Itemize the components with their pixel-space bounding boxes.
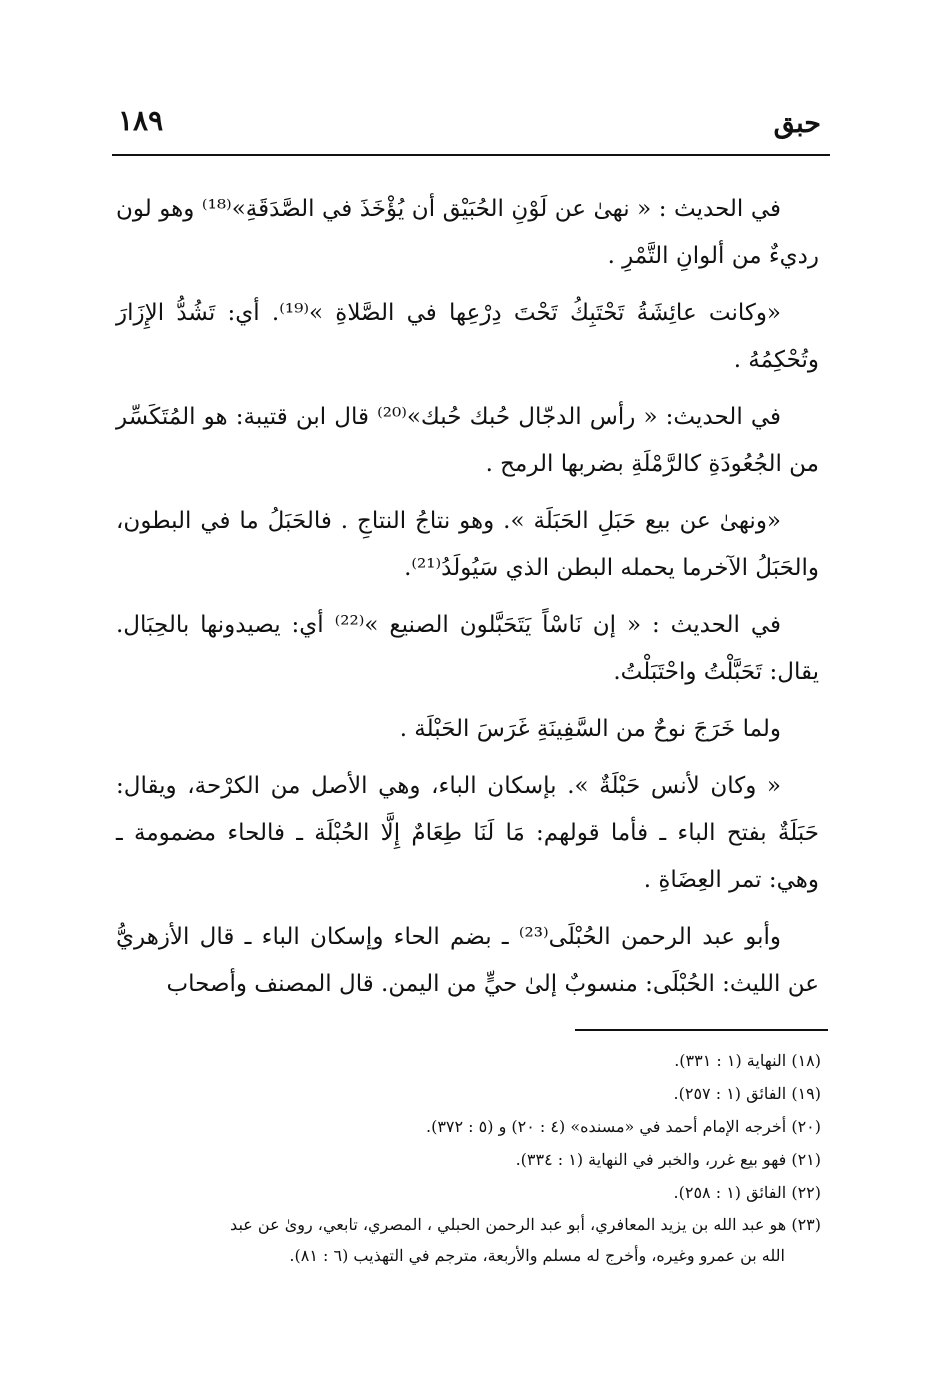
running-header-word: حبق <box>773 108 821 139</box>
footnote-text: الفائق (١ : ٢٥٧). <box>673 1084 787 1103</box>
footnote <box>116 1176 821 1209</box>
body-text <box>116 186 819 1018</box>
footnote-rule <box>575 1029 828 1031</box>
footnotes <box>116 1044 821 1271</box>
footnote-number: (١٩) <box>791 1084 821 1103</box>
paragraph: «ونهىٰ عن بيع حَبَلِ الحَبَلَة ». وهو نتاجُ النتاجِ . فالحَبَلُ ما في البطون، والحَبَلُ الآخرما يحمله البطن الذي سَيُولَدُ⁽²¹⁾. <box>116 508 819 581</box>
footnote-number: (١٨) <box>791 1051 821 1070</box>
footnote-text: هو عبد الله بن يزيد المعافري، أبو عبد الرحمن الحبلي ، المصري، تابعي، روىٰ عن عبد <box>230 1215 787 1234</box>
paragraph: في الحديث: « رأس الدجّال حُبك حُبك»⁽²⁰⁾ قال ابن قتيبة: هو المُتَكَسِّر من الجُعُودَةِ كالرَّمْلَةِ بضربها الرمح . <box>116 404 819 477</box>
paragraph: ولما خَرَجَ نوحٌ من السَّفِينَةِ غَرَسَ الحَبْلَة . <box>399 716 781 742</box>
paragraph: «وكانت عائِشَةُ تَحْتَبِكُ تَحْتَ دِرْعِها في الصَّلاةِ »⁽¹⁹⁾. أي: تَشُدُّ الإِزَارَ وتُحْكِمُهُ . <box>116 300 819 373</box>
footnote-number: (٢٣) <box>791 1215 821 1234</box>
footnote <box>116 1110 821 1143</box>
footnote-text: فهو بيع غرر، والخبر في النهاية (١ : ٣٣٤). <box>515 1150 787 1169</box>
footnote-number: (٢٢) <box>791 1183 821 1202</box>
paragraph: وأبو عبد الرحمن الحُبْلَى⁽²³⁾ ـ بضم الحاء وإسكان الباء ـ قال الأزهريُّ عن الليث: الحُبْلَى: منسوبٌ إلىٰ حيٍّ من اليمن. قال المصنف وأصحاب <box>116 924 819 997</box>
footnote-text: أخرجه الإمام أحمد في «مسنده» (٤ : ٢٠) و (٥ : ٣٧٢). <box>425 1117 787 1136</box>
paragraph: في الحديث : « إن نَاسْاً يَتَحَبَّلون الصنيع »⁽²²⁾ أي: يصيدونها بالحِبَال. يقال: تَحَبَّلْتُ واحْتَبَلْتُ. <box>116 612 819 685</box>
paragraph: في الحديث : « نهىٰ عن لَوْنِ الحُبَيْق أن يُؤْخَذَ في الصَّدَقَةِ»⁽¹⁸⁾ وهو لون رديءٌ من ألوانِ التَّمْرِ . <box>116 196 819 269</box>
footnote-number: (٢٠) <box>791 1117 821 1136</box>
footnote-text: الفائق (١ : ٢٥٨). <box>673 1183 787 1202</box>
footnote-number: (٢١) <box>791 1150 821 1169</box>
footnote <box>116 1044 821 1077</box>
footnote-text-continuation: الله بن عمرو وغيره، وأخرج له مسلم والأربعة، مترجم في التهذيب (٦ : ٨١). <box>289 1246 785 1265</box>
header-rule <box>112 154 830 156</box>
footnote-text: النهاية (١ : ٣٣١). <box>674 1051 787 1070</box>
footnote <box>116 1143 821 1176</box>
footnote <box>116 1209 821 1271</box>
footnote <box>116 1077 821 1110</box>
paragraph: « وكان لأنس حَبْلَةٌ ». بإسكان الباء، وهي الأصل من الكرْحة، ويقال: حَبَلَةٌ بفتح الباء ـ فأما قولهم: مَا لَنَا طِعَامٌ إِلَّا الحُبْلَة ـ فالحاء مضمومة ـ وهي: تمر العِضَاةِ . <box>116 773 819 893</box>
page-number: ١٨٩ <box>118 104 164 137</box>
